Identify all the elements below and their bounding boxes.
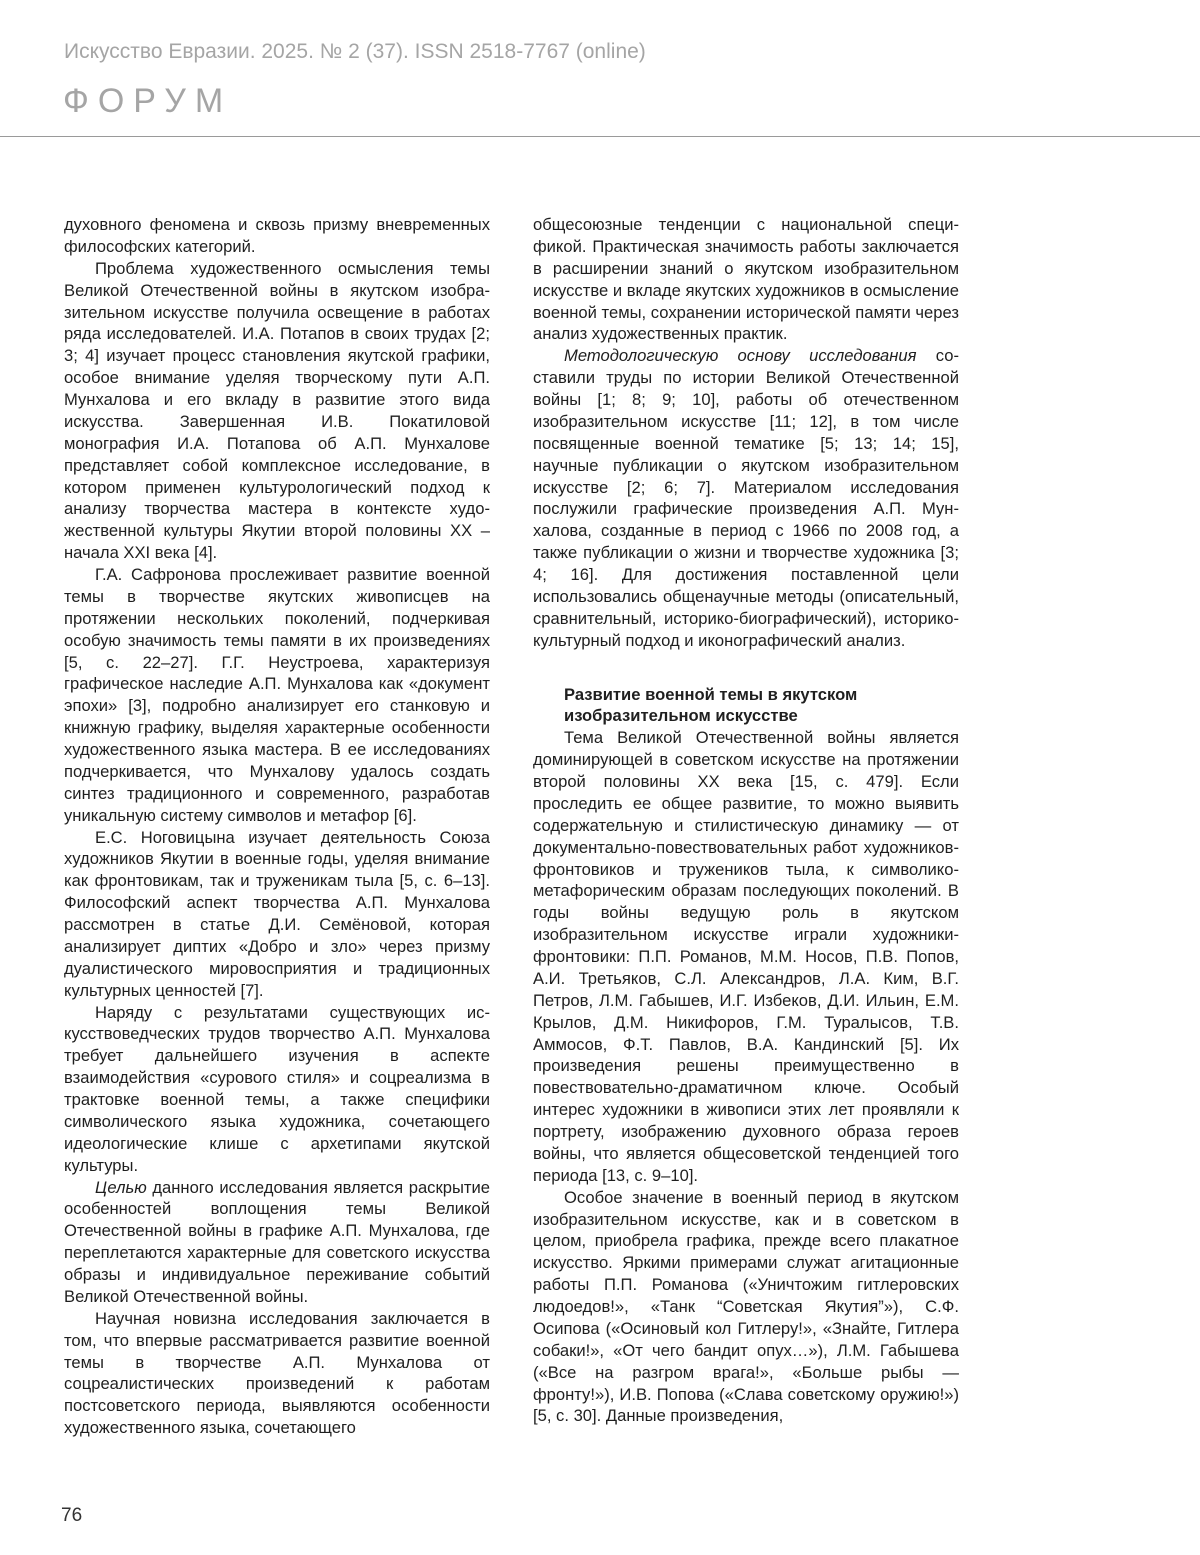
paragraph <box>533 345 959 651</box>
paragraph <box>64 1177 490 1308</box>
paragraph: общесоюзные тенденции с национальной спецификой. Практическая значимость работы заключается в расширении знаний о якутском изобразительном искусстве и вкладе якутских художников в осмысление военной темы, сохранении исторической памяти через анализ художественных практик. <box>533 215 959 344</box>
paragraph: Наряду с результатами существующих искусствоведческих трудов творчество А.П. Мунхалова требует дальнейшего изучения в аспекте взаимодействия «сурового стиля» и соцреализма в трактовке военной темы, а также специфики символического языка художника, сочетающего идеологические клише с архетипами якутской культуры. <box>64 1002 490 1175</box>
heading-line-1: Развитие военной темы в якутском <box>564 684 858 704</box>
page-header <box>0 0 1200 140</box>
emphasis: Методологическую основу исследования <box>564 346 917 366</box>
paragraph-text: составили труды по истории Великой Отечественной войны [1; 8; 9; 10], работы об отечественном изобразительном искусстве [11; 12], в том числе посвященные военной тематике [5; 13; 14; 15], научные публикации о якутском изобразительном искусстве [2; 6; 7]. Материалом исследования послужили графические произведения А.П. Мунхалова, созданные в период с 1966 по 2008 год, а также публикации о жизни и творчестве художника [3; 4; 16]. Для достижения поставленной цели использовались общенаучные методы (описательный, сравнительный, историко-биографический), историко-культурный подход и иконографический анализ. <box>533 346 959 650</box>
left-column <box>64 214 490 1439</box>
paragraph: Г.А. Сафронова прослеживает развитие военной темы в творчестве якутских живописцев на протяжении нескольких поколений, подчеркивая особую значимость темы памяти в их произведениях [5, с. 22–27]. Г.Г. Неустроева, характеризуя графическое наследие А.П. Мунхалова как «документ эпохи» [3], подробно анализирует его станковую и книжную графику, выделяя характерные особенности художественного языка мастера. В ее исследованиях подчеркивается, что Мунхалову удалось создать синтез традиционного и современного, разработав уникальную систему символов и метафор [6]. <box>64 565 490 825</box>
journal-citation: Искусство Евразии. 2025. № 2 (37). ISSN 2518-7767 (online) <box>64 40 646 63</box>
paragraph: Научная новизна исследования заключается в том, что впервые рассматривается развитие военной темы в творчестве А.П. Мунхалова от соцреалистических произведений к работам постсоветского периода, выявляются особенности художественного языка, сочетающего <box>64 1308 490 1438</box>
heading-line-2: изобразительном искусстве <box>564 706 798 726</box>
paragraph: Е.С. Ноговицына изучает деятельность Союза художников Якутии в военные годы, уделяя внимание как фронтовикам, так и труженикам тыла [5, с. 6–13]. Философский аспект творчества А.П. Мунхалова рассмотрен в статье Д.И. Семёновой, которая анализирует диптих «Добро и зло» через призму дуалистического мировосприятия и традиционных культурных ценностей [7]. <box>64 827 490 1000</box>
section-title: ФОРУМ <box>63 82 233 120</box>
section-heading <box>533 684 959 728</box>
paragraph: Проблема художественного осмысления темы Великой Отечественной войны в якутском изобразительном искусстве получила освещение в работах ряда исследователей. И.А. Потапов в своих трудах [2; 3; 4] изучает процесс становления якутской графики, особое внимание уделяя творческому пути А.П. Мунхалова и его вкладу в развитие этого вида искусства. Завершенная И.В. Покатиловой монография И.А. Потапова об А.П. Мунхалове представляет собой комплексное исследование, в котором применен культурологический подход к анализу творчества мастера в контексте художественной культуры Якутии второй половины XX – начала XXI века [4]. <box>64 258 490 563</box>
right-column <box>533 214 959 1427</box>
paragraph: духовного феномена и сквозь призму вневременных философских категорий. <box>64 215 490 256</box>
emphasis: Целью <box>95 1177 147 1197</box>
paragraph: Особое значение в военный период в якутском изобразительном искусстве, как и в советском в целом, приобрела графика, прежде всего плакатное искусство. Яркими примерами служат агитационные работы П.П. Романова («Уничтожим гитлеровских людоедов!», «Танк “Советская Якутия”»), С.Ф. Осипова («Осиновый кол Гитлеру!», «Знайте, Гитлера собаки!», «От чего бандит опух…»), Л.М. Габышева («Все на разгром врага!», «Больше рыбы — фронту!»), И.В. Попова («Слава советскому оружию!») [5, с. 30]. Данные произведения, <box>533 1187 959 1426</box>
header-divider <box>0 136 1200 137</box>
paragraph: Тема Великой Отечественной войны является доминирующей в советском искусстве на протяжении второй половины XX века [15, с. 479]. Если проследить ее общее развитие, то можно выявить содержательную и стилистическую динамику — от документально-повествовательных работ художников-фронтовиков и тружеников тыла, к символико-метафорическим образам последующих поколений. В годы войны ведущую роль в якутском изобразительном искусстве играли художники-фронтовики: П.П. Романов, М.М. Носов, П.В. Попов, А.И. Третьяков, С.Л. Александров, Л.А. Ким, В.Г. Петров, Л.М. Габышев, И.Г. Избеков, Д.И. Ильин, Е.М. Крылов, Д.М. Никифоров, Г.М. Туралысов, Т.В. Аммосов, Ф.Т. Павлов, В.А. Кандинский [5]. Их произведения решены преимущественно в повествовательно-драматичном ключе. Особый интерес художники в живописи этих лет проявляли к портрету, изображению духовного образа героев войны, что является общесоветской тенденцией того периода [13, с. 9–10]. <box>533 728 959 1185</box>
paragraph-text: данного исследования является раскрытие особенностей воплощения темы Великой Отечественной войны в графике А.П. Мунхалова, где переплетаются характерные для советского искусства образы и индивидуальное переживание событий Великой Отечественной войны. <box>64 1177 490 1306</box>
page-number: 76 <box>61 1505 83 1526</box>
